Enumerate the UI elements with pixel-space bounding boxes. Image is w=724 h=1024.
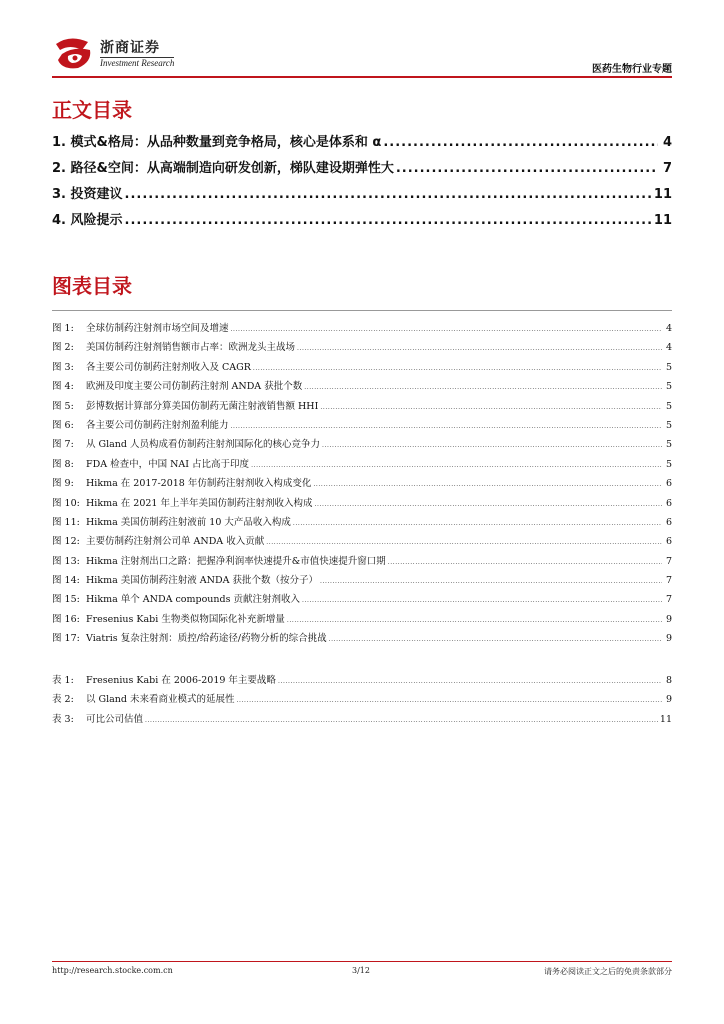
leader-dots	[388, 559, 662, 566]
footer-url[interactable]: http://research.stocke.com.cn	[52, 966, 173, 975]
main-toc-title: 正文目录	[52, 98, 132, 122]
figure-text: Hikma 注射剂出口之路：把握净利润率快速提升&市值快速提升窗口期	[86, 555, 386, 567]
footer-disclaimer: 请务必阅读正文之后的免责条款部分	[544, 967, 672, 976]
figure-entry[interactable]	[52, 456, 672, 475]
figure-text: FDA 检查中，中国 NAI 占比高于印度	[86, 458, 250, 470]
table-label: 表 3:	[52, 713, 74, 725]
figure-text: Fresenius Kabi 生物类似物国际化补充新增量	[86, 613, 285, 625]
figure-label: 图 17:	[52, 633, 80, 645]
figure-toc-rule	[52, 310, 672, 311]
table-text: Fresenius Kabi 在 2006-2019 年主要战略	[86, 675, 276, 686]
zheshang-logo-icon	[52, 36, 98, 72]
leader-dots	[304, 384, 662, 391]
table-page: 8	[665, 675, 672, 686]
figure-page: 7	[665, 594, 672, 606]
figure-label: 图 2:	[52, 342, 74, 354]
figure-label: 图 7:	[52, 439, 74, 451]
toc-entry-page: 4	[662, 135, 672, 150]
table-list	[52, 672, 672, 730]
figure-label: 图 5:	[52, 400, 74, 412]
leader-dots	[320, 578, 662, 585]
toc-entry-page: 11	[653, 187, 672, 202]
figure-text: Viatris 复杂注射剂：质控/给药途径/药物分析的综合挑战	[86, 633, 327, 645]
figure-text: Hikma 美国仿制药注射液 ANDA 获批个数（按分子）	[86, 575, 318, 587]
toc-entry[interactable]	[52, 209, 672, 235]
brand-block	[100, 40, 174, 68]
figure-text: 主要仿制药注射剂公司单 ANDA 收入贡献	[86, 536, 265, 548]
figure-text: Hikma 在 2017-2018 年仿制药注射剂收入构成变化	[86, 478, 312, 490]
toc-entry-text: 2. 路径&空间：从高端制造向研发创新，梯队建设期弹性大	[52, 161, 394, 176]
report-type: 医药生物行业专题	[592, 64, 672, 75]
figure-label: 图 8:	[52, 458, 74, 470]
toc-entry-text: 1. 模式&格局：从品种数量到竞争格局，核心是体系和 α	[52, 135, 382, 150]
table-text: 以 Gland 未来看商业模式的延展性	[86, 694, 235, 706]
figure-entry[interactable]	[52, 339, 672, 358]
leader-dots	[278, 678, 662, 685]
figure-entry[interactable]	[52, 514, 672, 533]
figure-page: 5	[665, 381, 672, 393]
leader-dots	[231, 423, 662, 430]
figure-label: 图 11:	[52, 516, 80, 528]
leader-dots	[253, 365, 662, 372]
leader-dots	[315, 501, 663, 508]
table-entry[interactable]	[52, 672, 672, 691]
table-entry[interactable]	[52, 711, 672, 730]
figure-text: 各主要公司仿制药注射剂收入及 CAGR	[86, 361, 251, 373]
toc-entry-text: 4. 风险提示	[52, 213, 123, 228]
figure-entry[interactable]	[52, 495, 672, 514]
leader-dots	[287, 617, 662, 624]
table-label: 表 2:	[52, 694, 74, 706]
toc-entry-page: 7	[662, 161, 672, 176]
header-rule	[52, 76, 672, 78]
figure-entry[interactable]	[52, 611, 672, 630]
figure-entry[interactable]	[52, 591, 672, 610]
leader-dots	[266, 539, 662, 546]
figure-text: Hikma 美国仿制药注射液前 10 大产品收入构成	[86, 516, 291, 528]
figure-page: 9	[665, 613, 672, 625]
figure-entry[interactable]	[52, 378, 672, 397]
table-page: 11	[659, 713, 672, 725]
toc-entry[interactable]	[52, 157, 672, 183]
leader-dots	[293, 520, 662, 527]
toc-entry-text: 3. 投资建议	[52, 187, 123, 202]
figure-text: Hikma 单个 ANDA compounds 贡献注射剂收入	[86, 594, 301, 606]
brand-cn: 浙商证券	[100, 40, 160, 56]
figure-page: 5	[665, 419, 672, 431]
figure-entry[interactable]	[52, 533, 672, 552]
figure-entry[interactable]	[52, 359, 672, 378]
toc-entry[interactable]	[52, 131, 672, 157]
figure-label: 图 9:	[52, 478, 74, 490]
figure-entry[interactable]	[52, 475, 672, 494]
footer-rule	[52, 961, 672, 962]
leader-dots	[125, 213, 652, 228]
figure-label: 图 14:	[52, 575, 80, 587]
figure-label: 图 3:	[52, 361, 74, 373]
figure-text: 全球仿制药注射剂市场空间及增速	[86, 323, 229, 334]
leader-dots	[231, 326, 662, 333]
figure-page: 5	[665, 458, 672, 470]
figure-page: 7	[665, 575, 672, 587]
figure-entry[interactable]	[52, 398, 672, 417]
leader-dots	[125, 187, 652, 202]
figure-page: 9	[665, 633, 672, 645]
leader-dots	[237, 697, 662, 704]
figure-text: 从 Gland 人员构成看仿制药注射剂国际化的核心竞争力	[86, 439, 321, 451]
leader-dots	[320, 404, 662, 411]
table-text: 可比公司估值	[86, 713, 144, 725]
figure-label: 图 12:	[52, 536, 80, 548]
leader-dots	[145, 717, 658, 724]
leader-dots	[302, 597, 662, 604]
leader-dots	[313, 481, 662, 488]
leader-dots	[251, 462, 662, 469]
leader-dots	[329, 636, 662, 643]
figure-label: 图 6:	[52, 419, 74, 431]
leader-dots	[383, 135, 658, 150]
figure-label: 图 15:	[52, 594, 80, 606]
figure-entry[interactable]	[52, 572, 672, 591]
main-toc	[52, 131, 672, 235]
figure-page: 4	[665, 342, 672, 354]
figure-page: 6	[665, 497, 672, 509]
figure-text: 彭博数据计算部分算美国仿制药无菌注射液销售额 HHI	[86, 400, 319, 412]
figure-entry[interactable]	[52, 553, 672, 572]
figure-list	[52, 320, 672, 650]
figure-page: 6	[665, 478, 672, 490]
figure-page: 5	[665, 400, 672, 412]
figure-entry[interactable]	[52, 417, 672, 436]
toc-entry[interactable]	[52, 183, 672, 209]
page-number: 3/12	[352, 966, 370, 975]
figure-page: 6	[665, 536, 672, 548]
table-page: 9	[665, 694, 672, 706]
figure-text: 美国仿制药注射剂销售额市占率：欧洲龙头主战场	[86, 342, 296, 354]
figure-entry[interactable]	[52, 436, 672, 455]
figure-page: 5	[665, 439, 672, 451]
leader-dots	[297, 345, 662, 352]
figure-page: 4	[665, 323, 672, 334]
figure-page: 6	[665, 516, 672, 528]
brand-en: Investment Research	[100, 58, 175, 68]
figure-label: 图 13:	[52, 555, 80, 567]
figure-text: 欧洲及印度主要公司仿制药注射剂 ANDA 获批个数	[86, 381, 303, 393]
figure-label: 图 1:	[52, 323, 74, 334]
page-header	[52, 36, 672, 76]
leader-dots	[396, 161, 658, 176]
figure-entry[interactable]	[52, 630, 672, 649]
figure-text: 各主要公司仿制药注射剂盈利能力	[86, 419, 229, 431]
figure-label: 图 4:	[52, 381, 74, 393]
figure-page: 5	[665, 361, 672, 373]
figure-label: 图 16:	[52, 613, 80, 625]
leader-dots	[322, 442, 662, 449]
figure-entry[interactable]	[52, 320, 672, 339]
table-entry[interactable]	[52, 691, 672, 710]
figure-toc-title: 图表目录	[52, 274, 132, 298]
table-label: 表 1:	[52, 675, 74, 686]
figure-label: 图 10:	[52, 497, 80, 509]
toc-entry-page: 11	[653, 213, 672, 228]
figure-page: 7	[665, 555, 672, 567]
figure-text: Hikma 在 2021 年上半年美国仿制药注射剂收入构成	[86, 497, 313, 509]
